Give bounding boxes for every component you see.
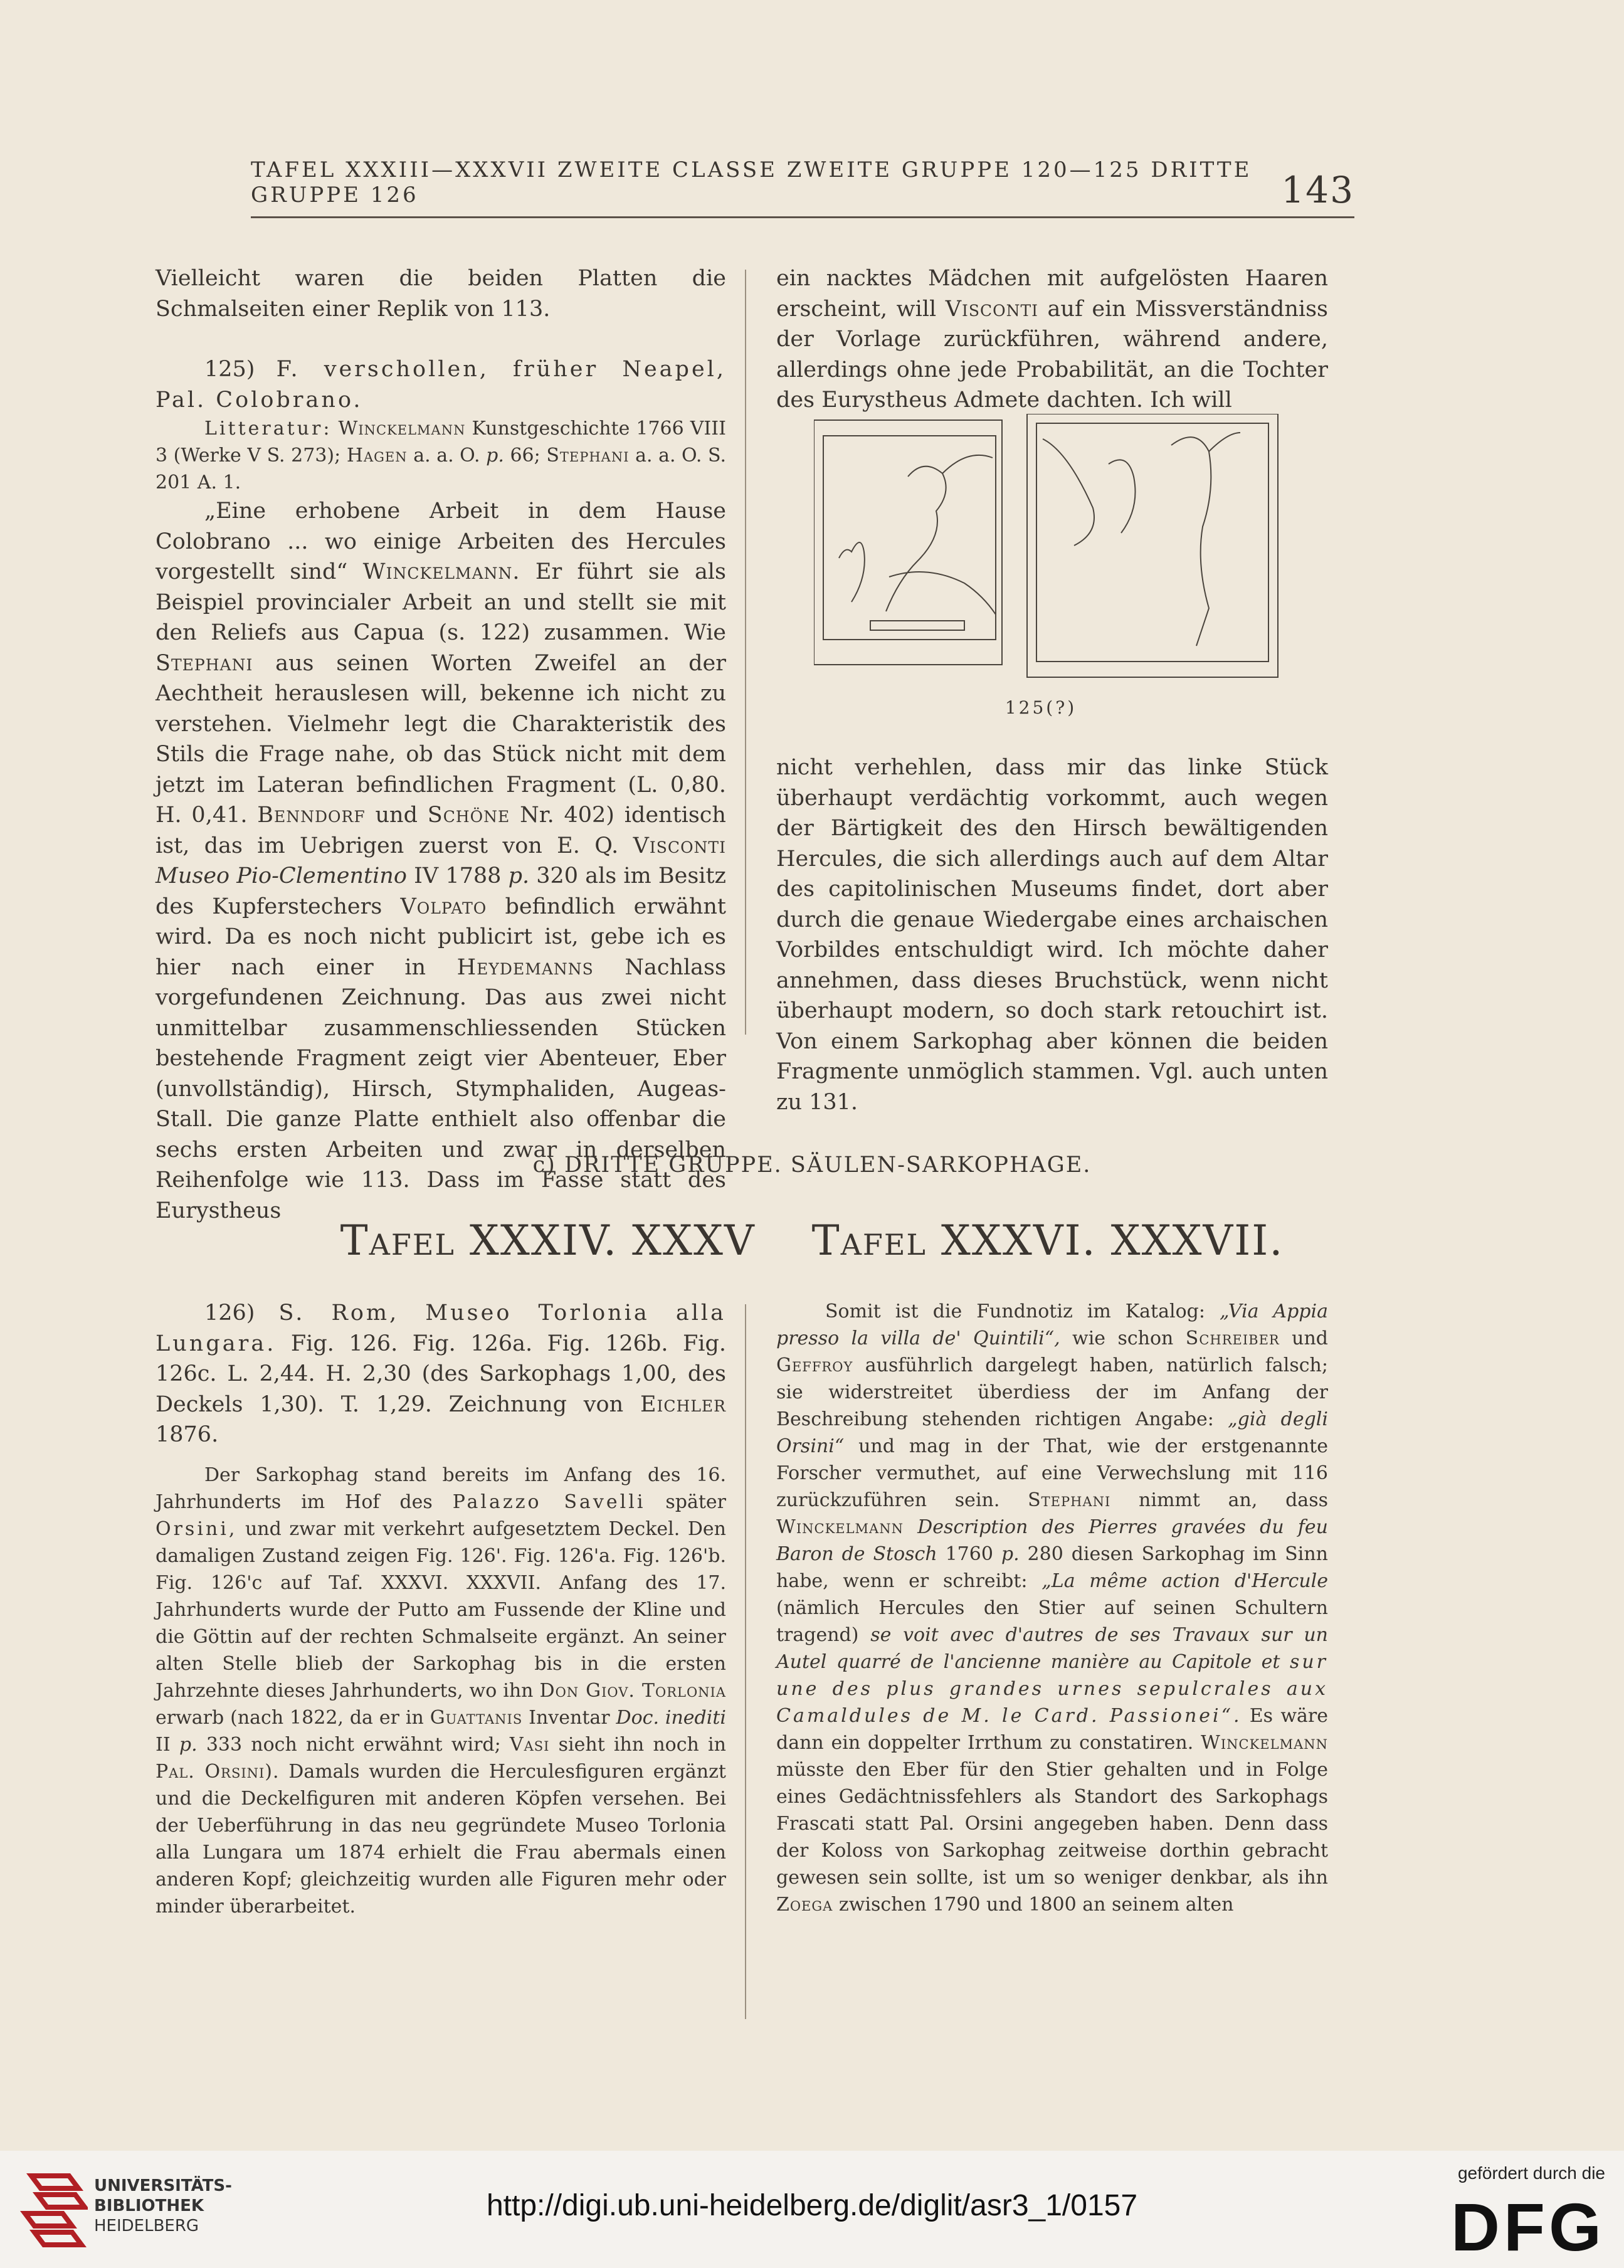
- text-run: und: [375, 803, 418, 828]
- author-name: Volpato: [400, 894, 487, 919]
- author-name: Visconti: [633, 833, 726, 858]
- author-name: Stephani: [1028, 1489, 1111, 1511]
- tafel-heading: [0, 1216, 1624, 1265]
- quote: „già degli Orsini“: [776, 1408, 1328, 1457]
- text-run: Er führt sie als Beispiel provincialer Arbeit an und stellt sie mit den Reliefs aus Capua (s. 122) zusammen. Wie: [156, 559, 726, 645]
- text-run: sieht ihn noch in: [558, 1733, 726, 1756]
- literature-note: [156, 415, 726, 496]
- author-name: Schöne: [427, 803, 510, 828]
- text-run: Fig. 126. Fig. 126a. Fig. 126b. Fig. 126c. L. 2,44. H. 2,30 (des Sarkophags 1,00, des Deckels 1,30). T. 1,29. Zeichnung von: [156, 1331, 726, 1417]
- text-run: p.: [1001, 1543, 1020, 1565]
- author-name: Guattanis: [430, 1706, 523, 1729]
- place-name: Orsini,: [156, 1517, 238, 1540]
- section-heading: c) DRITTE GRUPPE. SÄULEN-SARKOPHAGE.: [532, 1152, 1092, 1178]
- text-run: zwischen 1790 und 1800 an seinem alten: [838, 1894, 1234, 1916]
- entry-location: S. Rom, Museo Torlonia alla Lungara.: [156, 1300, 726, 1356]
- entry-location: F. verschollen, früher Neapel, Pal. Colobrano.: [156, 357, 726, 413]
- author-name: Benndorf: [257, 803, 366, 828]
- book-title: Museo Pio-Clementino: [156, 863, 407, 889]
- right-fragment-outline: [1027, 414, 1278, 677]
- text-run: und zwar mit verkehrt aufgesetztem Deckel. Den damaligen Zustand zeigen Fig. 126'. Fig. 126'a. Fig. 126'b. Fig. 126'c auf Taf. XXXVI. XXXVII. Anfang des 17. Jahrhunderts wurde der Putto am Fussende der Kline und die Göttin auf der rechten Schmalseite ergänzt. An seiner alten Stelle blieb der Sarkophag bis in die ersten Jahrzehnte dieses Jahrhunderts, wo ihn: [156, 1517, 726, 1702]
- library-name-line: BIBLIOTHEK: [94, 2197, 204, 2215]
- author-name: Vasi: [509, 1733, 550, 1756]
- source-url-link[interactable]: http://digi.ub.uni-heidelberg.de/diglit/asr3_1/0157: [486, 2189, 1138, 2222]
- text-run: aus seinen Worten Zweifel an der Aechtheit herauslesen will, bekenne ich nicht zu verstehen. Vielmehr legt die Charakteristik des Stils die Frage nahe, ob das Stück nicht mit dem jetzt im Lateran befindlichen Fragment (L. 0,80. H. 0,41.: [156, 650, 726, 828]
- place-name: Palazzo Savelli: [452, 1490, 646, 1513]
- text-run: p.: [179, 1733, 198, 1756]
- stymphalid-figure: [1043, 439, 1094, 546]
- text-run: ausführlich dargelegt haben, natürlich falsch; sie widerstreitet überdiess der im Anfang der Beschreibung stehenden richtigen Angabe:: [776, 1354, 1328, 1430]
- text-run: 280 diesen Sarkophag im Sinn habe, wenn er schreibt:: [776, 1543, 1328, 1592]
- quote: sur une des plus grandes urnes sepulcrales aux Camaldules de M. le Card. Passionei“.: [776, 1651, 1328, 1727]
- place-name: Pal. Orsini).: [156, 1760, 280, 1783]
- book-title: Doc. inediti: [616, 1706, 727, 1729]
- text-run: II: [156, 1733, 171, 1756]
- text-run: befindlich erwähnt wird. Da es noch nicht publicirt ist, gebe ich es hier nach einer in: [156, 894, 726, 980]
- viewer-footer: [0, 2151, 1624, 2268]
- lit-text: 66;: [510, 445, 540, 467]
- author-name: Winckelmann: [776, 1516, 904, 1538]
- lit-label: Litteratur:: [204, 418, 332, 440]
- library-name-line: UNIVERSITÄTS-: [94, 2176, 232, 2195]
- lit-text: Kunstgeschichte 1766 VIII 3 (Werke V S. 273);: [156, 418, 726, 467]
- lit-text: a. a. O.: [413, 445, 480, 467]
- left-fragment-outline: [814, 420, 1002, 665]
- paragraph-sarkophag-history: [156, 1462, 726, 1920]
- dfg-logo[interactable]: DFG: [1451, 2189, 1605, 2265]
- author-name: Heydemanns: [456, 954, 594, 980]
- author-name: Schreiber: [1185, 1327, 1280, 1349]
- author-name: Geffroy: [776, 1354, 853, 1376]
- paragraph-admete: [776, 263, 1328, 416]
- text-run: nimmt an, dass: [1139, 1489, 1328, 1511]
- author-name: Hagen: [346, 445, 408, 467]
- left-fragment-panel: [823, 436, 996, 640]
- text-run: Damals wurden die Herculesfiguren ergänzt und die Deckelfiguren mit anderen Köpfen versehen. Bei der Ueberführung in das neu gegründete Museo Torlonia alla Lungara um 1874 erhielt die Frau abermals einen anderen Kopf; gleichzeitig wurden alle Figuren mehr oder minder überarbeitet.: [156, 1760, 726, 1917]
- relief-drawing-125: [814, 414, 1284, 690]
- top-right-column-lower: [776, 752, 1328, 1117]
- text-run: später: [665, 1490, 726, 1513]
- text-run: p.: [508, 863, 530, 889]
- author-name: Winckelmann.: [362, 559, 520, 584]
- quote: se voit avec d'autres de ses Travaux sur un Autel quarré de l'ancienne manière au Capitole et: [776, 1624, 1328, 1673]
- right-fragment-panel: [1036, 423, 1268, 662]
- text-run: Nr. 402) identisch ist, das im Uebrigen zuerst von E. Q.: [156, 803, 726, 858]
- page-number: 143: [1281, 169, 1354, 211]
- entry-number: 126): [204, 1300, 255, 1326]
- author-name: Winckelmann: [338, 418, 466, 440]
- bottom-right-column: [776, 1298, 1328, 1918]
- text-run: (nämlich Hercules den Stier auf seinen Schultern tragend): [776, 1597, 1328, 1646]
- text-run: Der Sarkophag stand bereits im Anfang des 16. Jahrhunderts im Hof des: [156, 1464, 726, 1513]
- entry-number: 125): [204, 357, 255, 382]
- lit-text: a. a. O. S. 201 A. 1.: [156, 445, 727, 493]
- relief-fragments-illustration: [814, 414, 1284, 690]
- paragraph-replik: Vielleicht waren die beiden Platten die Schmalseiten einer Replik von 113.: [156, 266, 726, 322]
- sponsor-label: gefördert durch die: [1457, 2163, 1605, 2183]
- raised-arm: [1209, 433, 1240, 451]
- text-run: wie schon: [1072, 1327, 1174, 1349]
- text-run: erwarb (nach 1822, da er in: [156, 1706, 424, 1729]
- header-title: TAFEL XXXIII—XXXVII ZWEITE CLASSE ZWEITE GRUPPE 120—125 DRITTE GRUPPE 126: [251, 157, 1252, 208]
- quote: „Via Appia presso la villa de' Quintili“,: [776, 1300, 1328, 1349]
- club-line: [942, 455, 993, 473]
- text-run: Nachlass vorgefundenen Zeichnung. Das aus zwei nicht unmittelbar zusammenschliessenden Stücken bestehende Fragment zeigt vier Abenteuer, Eber (unvollständig), Hirsch, Stymphaliden, Augeas-Stall. Die ganze Platte enthielt also offenbar die sechs ersten Arbeiten und zwar in derselben Reihenfolge wie 113. Dass im Fasse statt des Eurystheus: [156, 954, 726, 1223]
- author-name: Visconti: [945, 296, 1039, 322]
- bottom-left-column: [156, 1298, 726, 1920]
- text-run: 320 als im Besitz des Kupferstechers: [156, 863, 726, 919]
- text-run: Es wäre dann ein doppelter Irrthum zu constatiren.: [776, 1705, 1328, 1754]
- running-header: [251, 157, 1354, 218]
- text-run: Somit ist die Fundnotiz im Katalog:: [825, 1300, 1205, 1322]
- figure-caption: 125(?): [1004, 697, 1077, 718]
- text-run: 1876.: [156, 1422, 219, 1447]
- top-left-column: [156, 263, 726, 1226]
- second-figure: [1109, 460, 1136, 533]
- text-run: und: [1292, 1327, 1328, 1349]
- tafel-right: Tafel XXXVI. XXXVII.: [811, 1216, 1284, 1265]
- paragraph-verhehlen: nicht verhehlen, dass mir das linke Stück überhaupt verdächtig vorkommt, auch wegen der Bärtigkeit des den Hirsch bewältigenden Hercules, die sich allerdings auch auf dem Altar des capitolinischen Museums findet, dort aber durch die genaue Wiedergabe eines archaischen Vorbildes entschuldigt wird. Ich möchte daher annehmen, dass dieses Bruchstück, wenn nicht überhaupt modern, so doch stark retouchirt ist. Von einem Sarkophag aber können die beiden Fragmente unmöglich stammen. Vgl. auch unten zu 131.: [776, 755, 1328, 1115]
- library-name-line: HEIDELBERG: [94, 2217, 199, 2235]
- author-name: Stephani: [546, 445, 630, 467]
- quote: „La même action d'Hercule: [1041, 1570, 1328, 1592]
- entry-125-heading: [156, 354, 726, 415]
- text-run: müsste den Eber für den Stier gehalten und in Folge eines Gedächtnissfehlers als Standort des Sarkophags Frascati statt Pal. Orsini angegeben haben. Denn dass der Koloss von Sarkophag zeitweise dorthin gebracht gewesen sein sollte, ist um so weniger denkbar, als ihn: [776, 1759, 1328, 1889]
- text-run: auf ein Missverständniss der Vorlage zurückführen, während andere, allerdings ohne jede Probabilität, an die Tochter des Eurystheus Admete dachten. Ich will: [776, 296, 1328, 413]
- altar-base: [870, 621, 964, 630]
- hercules-figure: [886, 467, 946, 611]
- text-run: ein nacktes Mädchen mit aufgelösten Haaren erscheint, will: [776, 266, 1328, 322]
- paragraph-fundnotiz: [776, 1298, 1328, 1918]
- text-run: und mag in der That, wie der erstgenannte Forscher vermuthet, auf eine Verwechslung mit 116 zurückzuführen sein.: [776, 1435, 1328, 1511]
- book-title: Description des Pierres gravées du feu Baron de Stosch: [776, 1516, 1329, 1565]
- text-run: 1760: [945, 1543, 993, 1565]
- paragraph-colobrano: [156, 496, 726, 1226]
- augeas-figure: [1171, 437, 1211, 646]
- author-name: Eichler: [640, 1391, 726, 1417]
- column-divider: [745, 270, 746, 1035]
- text-run: IV 1788: [414, 863, 502, 889]
- author-name: Stephani: [156, 650, 253, 676]
- text-run: 333 noch nicht erwähnt wird;: [206, 1733, 501, 1756]
- text-run: „Eine erhobene Arbeit in dem Hause Colobrano ... wo einige Arbeiten des Hercules vorgestellt sind“: [156, 498, 726, 584]
- top-right-column: [776, 263, 1328, 416]
- author-name: Don Giov. Torlonia: [539, 1679, 727, 1702]
- lit-text: p.: [486, 445, 504, 467]
- deer-figure: [889, 572, 996, 614]
- tafel-left: Tafel XXXIV. XXXV: [340, 1216, 756, 1265]
- author-name: Winckelmann: [1201, 1732, 1328, 1754]
- entry-126-heading: [156, 1298, 726, 1450]
- author-name: Zoega: [776, 1894, 833, 1916]
- text-run: Inventar: [529, 1706, 610, 1729]
- small-figure: [839, 542, 865, 602]
- column-divider: [745, 1304, 746, 2019]
